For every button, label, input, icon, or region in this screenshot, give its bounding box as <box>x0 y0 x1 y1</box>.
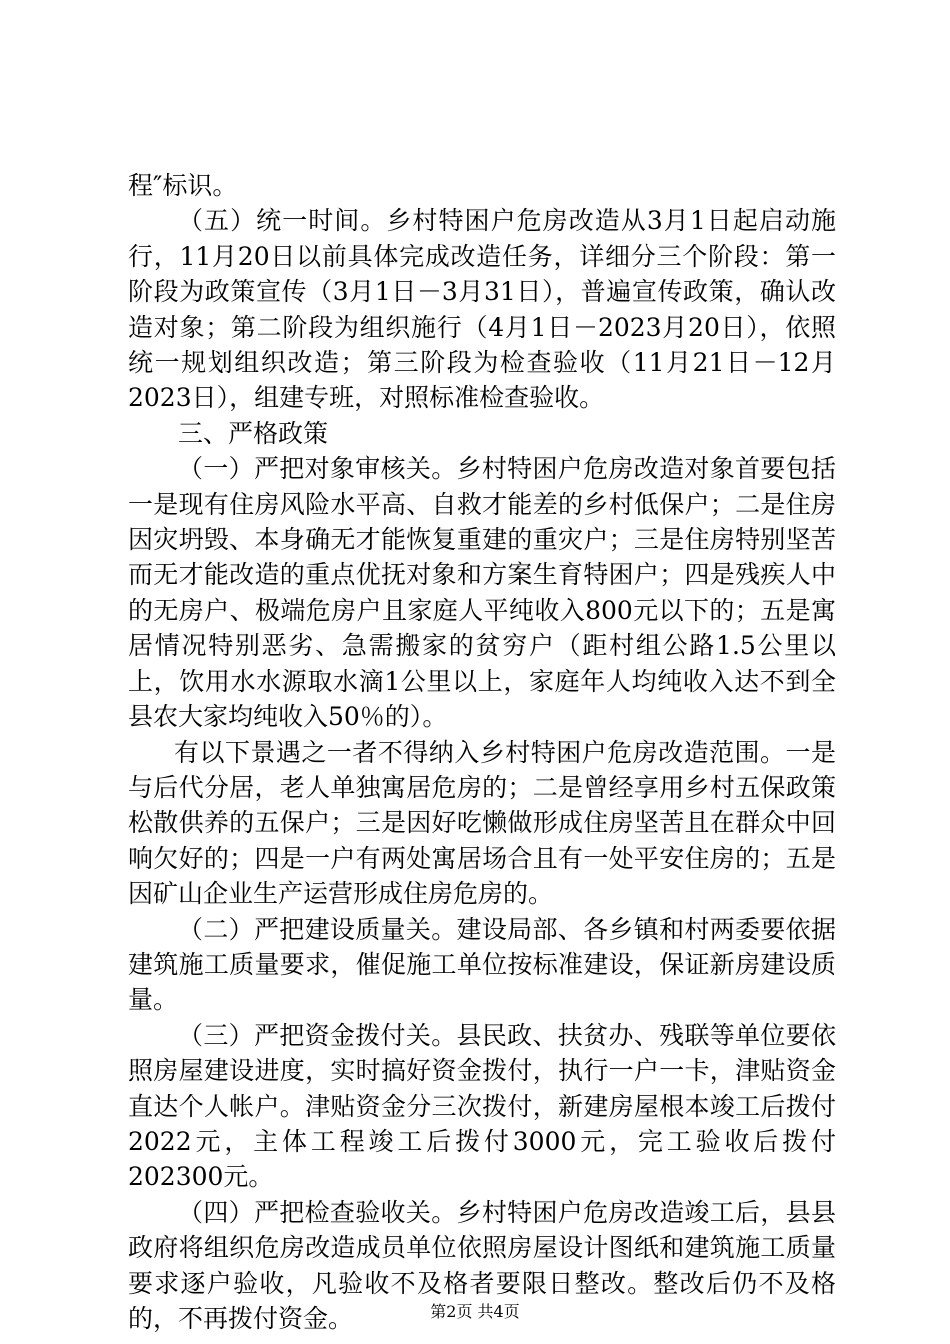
paragraph-continuation: 程″标识。 <box>128 171 238 200</box>
paragraph-unified-time: （五）统一时间。乡村特困户危房改造从3月1日起启动施行，11月20日以前具体完成改造任务，详细分三个阶段：第一阶段为政策宣传（3月1日－3月31日），普遍宣传政策，确认改造对象；第二阶段为组织施行（4月1日－2023月20日），依照统一规划组织改造；第三阶段为检查验收（11月21日－12月2023日），组建专班，对照标准检查验收。 <box>128 206 836 413</box>
paragraph-target-review: （一）严把对象审核关。乡村特困户危房改造对象首要包括一是现有住房风险水平高、自救才能差的乡村低保户；二是住房因灾坍毁、本身确无才能恢复重建的重灾户；三是住房特别坚苦而无才能改造的重点优抚对象和方案生育特困户；四是残疾人中的无房户、极端危房户且家庭人平纯收入800元以下的；五是寓居情况特别恶劣、急需搬家的贫穷户（距村组公路1.5公里以上，饮用水水源取水滴1公里以上，家庭年人均纯收入达不到全县农大家均纯收入50％的）。 <box>128 454 836 732</box>
section-heading-strict-policy: 三、严格政策 <box>178 418 329 448</box>
page-number-footer: 第2页 共4页 <box>430 1302 520 1321</box>
document-body <box>128 168 836 1336</box>
paragraph-inspection-acceptance: （四）严把检查验收关。乡村特困户危房改造竣工后，县县政府将组织危房改造成员单位依照房屋设计图纸和建筑施工质量要求逐户验收，凡验收不及格者要限日整改。整改后仍不及格的，不再拨付资金。 <box>128 1197 836 1333</box>
paragraph-fund-allocation: （三）严把资金拨付关。县民政、扶贫办、残联等单位要依照房屋建设进度，实时搞好资金拨付，执行一户一卡，津贴资金直达个人帐户。津贴资金分三次拨付，新建房屋根本竣工后拨付2022元，主体工程竣工后拨付3000元，完工验收后拨付202300元。 <box>128 1020 836 1192</box>
paragraph-exclusions: 有以下景遇之一者不得纳入乡村特困户危房改造范围。一是与后代分居，老人单独寓居危房的；二是曾经享用乡村五保政策松散供养的五保户；三是因好吃懒做形成住房坚苦且在群众中回响欠好的；四是一户有两处寓居场合且有一处平安住房的；五是因矿山企业生产运营形成住房危房的。 <box>128 737 836 909</box>
paragraph-construction-quality: （二）严把建设质量关。建设局部、各乡镇和村两委要依据建筑施工质量要求，催促施工单位按标准建设，保证新房建设质量。 <box>128 914 836 1015</box>
